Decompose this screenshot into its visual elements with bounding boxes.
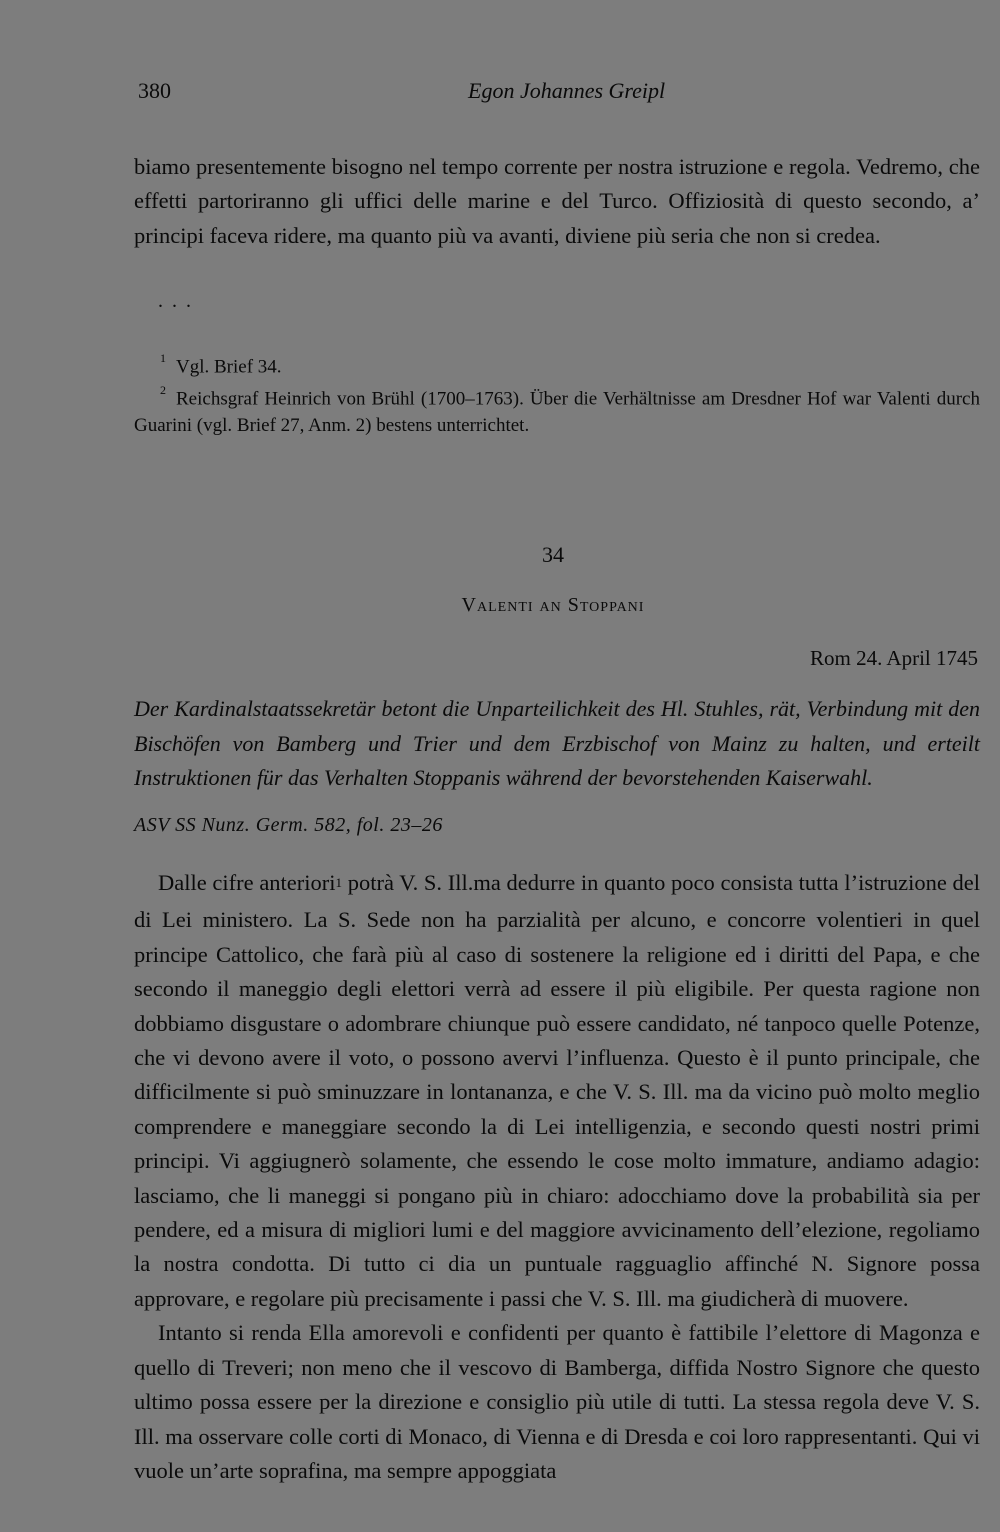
footnote-2 bbox=[134, 380, 980, 438]
footnote-1 bbox=[134, 348, 980, 380]
footnote-reference: 1 bbox=[335, 875, 343, 890]
footnote-1-number: 1 bbox=[160, 351, 166, 365]
running-head-title: Egon Johannes Greipl bbox=[468, 78, 666, 103]
paragraph-1-lead: Dalle cifre anteriori bbox=[158, 870, 336, 895]
footnote-1-text: Vgl. Brief 34. bbox=[176, 356, 282, 378]
footnote-2-text: Reichsgraf Heinrich von Brühl (1700–1763). Über die Verhältnisse am Dresdner Hof war Valenti durch Guarini (vgl. Brief 27, Anm. 2) bestens unterrichtet. bbox=[134, 388, 980, 436]
letter-paragraph-2: Intanto si renda Ella amorevoli e confidenti per quanto è fattibile l’elettore di Magonza e quello di Treveri; non meno che il vescovo di Bamberga, diffida Nostro Signore che questo ultimo possa essere per la direzione e consiglio più utile di tutti. La stessa regola deve V. S. Ill. ma osservare colle corti di Monaco, di Vienna e di Dresda e coi loro rappresentanti. Qui vi vuole un’arte soprafina, ma sempre appoggiata bbox=[134, 1320, 980, 1483]
letter-number: 34 bbox=[542, 542, 564, 567]
running-head bbox=[138, 78, 978, 110]
footnotes bbox=[134, 348, 980, 439]
footnote-2-number: 2 bbox=[160, 383, 166, 398]
letter-paragraph-1 bbox=[134, 866, 980, 1316]
letter-body bbox=[134, 866, 980, 1488]
paragraph-1-rest: potrà V. S. Ill.ma dedurre in quanto poco consista tutta l’istruzione del di Lei ministero. La S. Sede non ha parzialità per alcuno, e concorre volentieri in quel principe Cattolico, che farà più al caso di sostenere la religione ed i diritti del Papa, e che secondo il maneggio degli elettori verrà ad essere il più eligibile. Per questa ragione non dobbiamo disgustare o adombrare chiunque può essere candidato, né tanpoco quelle Potenze, che vi devono avere il voto, o possono avervi l’influenza. Questo è il punto principale, che difficilmente si può sminuzzare in lontananza, e che V. S. Ill. ma da vicino può molto meglio comprendere e maneggiare secondo la di Lei intelligenzia, e secondo questi nostri primi principi. Vi aggiugnerò solamente, che essendo le cose molto immature, andiamo adagio: lasciamo, che li maneggi si pongano più in chiaro: adocchiamo dove la probabilità sia per pendere, ed a misura di migliori lumi e del maggiore avvicinamento dell’elezione, regoliamo la nostra condotta. Di tutto ci dia un puntuale ragguaglio affinché N. Signore possa approvare, e regolare più precisamente i passi che V. S. Ill. ma giudicherà di muovere. bbox=[134, 870, 980, 1311]
archival-source: ASV SS Nunz. Germ. 582, fol. 23–26 bbox=[134, 814, 443, 836]
letter-title: Valenti an Stoppani bbox=[461, 594, 645, 616]
letter-summary: Der Kardinalstaatssekretär betont die Unparteilichkeit des Hl. Stuhles, rät, Verbindung mit den Bischöfen von Bamberg und Trier und dem Erzbischof von Mainz zu halten, und erteilt Instruktionen für das Verhalten Stoppanis während der bevorstehenden Kaiserwahl. bbox=[134, 696, 980, 790]
letter-place-date: Rom 24. April 1745 bbox=[809, 646, 978, 670]
page-number: 380 bbox=[138, 78, 171, 103]
continued-paragraph: biamo presentemente bisogno nel tempo corrente per nostra istruzione e regola. Vedremo, che effetti partoriranno gli uffici delle marine e del Turco. Offiziosità di questo secondo, a’ principi faceva ridere, ma quanto più va avanti, diviene più seria che non si credea. bbox=[134, 154, 980, 248]
omission-ellipsis: . . . bbox=[158, 290, 193, 312]
